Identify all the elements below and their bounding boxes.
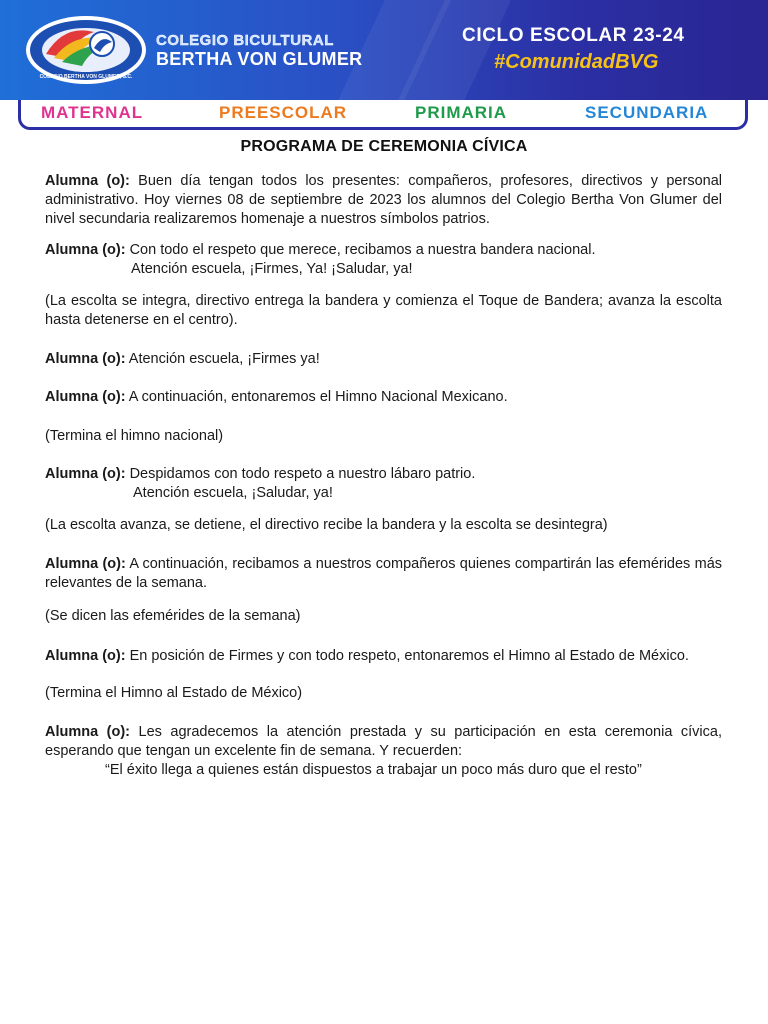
level-primaria: PRIMARIA — [415, 103, 508, 122]
paragraph-text: En posición de Firmes y con todo respeto, entonaremos el Himno al Estado de México. — [125, 648, 689, 664]
document-title: PROGRAMA DE CEREMONIA CÍVICA — [240, 138, 528, 155]
level-maternal: MATERNAL — [41, 103, 144, 122]
paragraph-text: (Se dicen las efemérides de la semana) — [45, 608, 301, 624]
paragraph-text: Con todo el respeto que merece, recibamos a nuestra bandera nacional. — [125, 242, 596, 258]
paragraph-text: A continuación, recibamos a nuestros compañeros quienes compartirán las efemérides más relevantes de la semana. — [45, 556, 723, 591]
paragraph-text: (Termina el himno nacional) — [45, 428, 224, 444]
level-preescolar: PREESCOLAR — [219, 103, 348, 122]
level-secundaria: SECUNDARIA — [585, 103, 709, 122]
paragraph-subline: Atención escuela, ¡Firmes, Ya! ¡Saludar, ya! — [131, 261, 413, 277]
paragraph-text: (Termina el Himno al Estado de México) — [45, 685, 303, 701]
paragraph — [45, 723, 722, 780]
paragraph — [45, 350, 722, 369]
speaker-label: Alumna (o): — [45, 389, 126, 405]
paragraph — [45, 241, 722, 279]
paragraph-subline: Atención escuela, ¡Saludar, ya! — [133, 485, 333, 501]
speaker-label: Alumna (o): — [45, 242, 126, 258]
paragraph — [45, 292, 722, 330]
paragraph — [45, 684, 722, 703]
paragraph-text: (La escolta se integra, directivo entrega la bandera y comienza el Toque de Bandera; avanza la escolta hasta detenerse en el centro). — [45, 293, 722, 328]
speaker-label: Alumna (o): — [45, 724, 131, 740]
school-name-line1: COLEGIO BICULTURAL — [156, 32, 334, 49]
paragraph — [45, 172, 722, 229]
school-name — [156, 33, 362, 68]
closing-quote: “El éxito llega a quienes están dispuestos a trabajar un poco más duro que el resto” — [105, 762, 642, 778]
paragraph — [45, 555, 722, 593]
levels-bar — [18, 100, 748, 130]
paragraph — [45, 427, 722, 446]
paragraph-text: A continuación, entonaremos el Himno Nacional Mexicano. — [125, 389, 508, 405]
speaker-label: Alumna (o): — [45, 173, 130, 189]
school-cycle: CICLO ESCOLAR 23-24 — [462, 25, 685, 46]
paragraph-text: (La escolta avanza, se detiene, el directivo recibe la bandera y la escolta se desintegra) — [45, 517, 608, 533]
speaker-label: Alumna (o): — [45, 351, 126, 367]
paragraph-text: Despidamos con todo respeto a nuestro lábaro patrio. — [125, 466, 476, 482]
school-logo-icon — [24, 14, 148, 86]
paragraph — [45, 388, 722, 407]
school-name-line2: BERTHA VON GLUMER — [156, 49, 363, 69]
paragraph — [45, 607, 722, 626]
speaker-label: Alumna (o): — [45, 556, 126, 572]
paragraph — [45, 465, 722, 503]
paragraph — [45, 516, 722, 535]
speaker-label: Alumna (o): — [45, 466, 126, 482]
paragraph-text: Buen día tengan todos los presentes: compañeros, profesores, directivos y personal administrativo. Hoy viernes 08 de septiembre de 2023 los alumnos del Colegio Bertha Von Glumer del nivel secundaria realizaremos homenaje a nuestros símbolos patrios. — [45, 173, 722, 227]
paragraph-text: Atención escuela, ¡Firmes ya! — [125, 351, 320, 367]
hashtag: #ComunidadBVG — [494, 51, 659, 73]
paragraph — [45, 647, 722, 666]
header-banner — [0, 0, 768, 100]
paragraph-text: Les agradecemos la atención prestada y su participación en esta ceremonia cívica, esperando que tengan un excelente fin de semana. Y recuerden: — [45, 724, 722, 759]
logo-text: COLEGIO BERTHA VON GLUMER, S.C. — [39, 74, 133, 80]
speaker-label: Alumna (o): — [45, 648, 126, 664]
